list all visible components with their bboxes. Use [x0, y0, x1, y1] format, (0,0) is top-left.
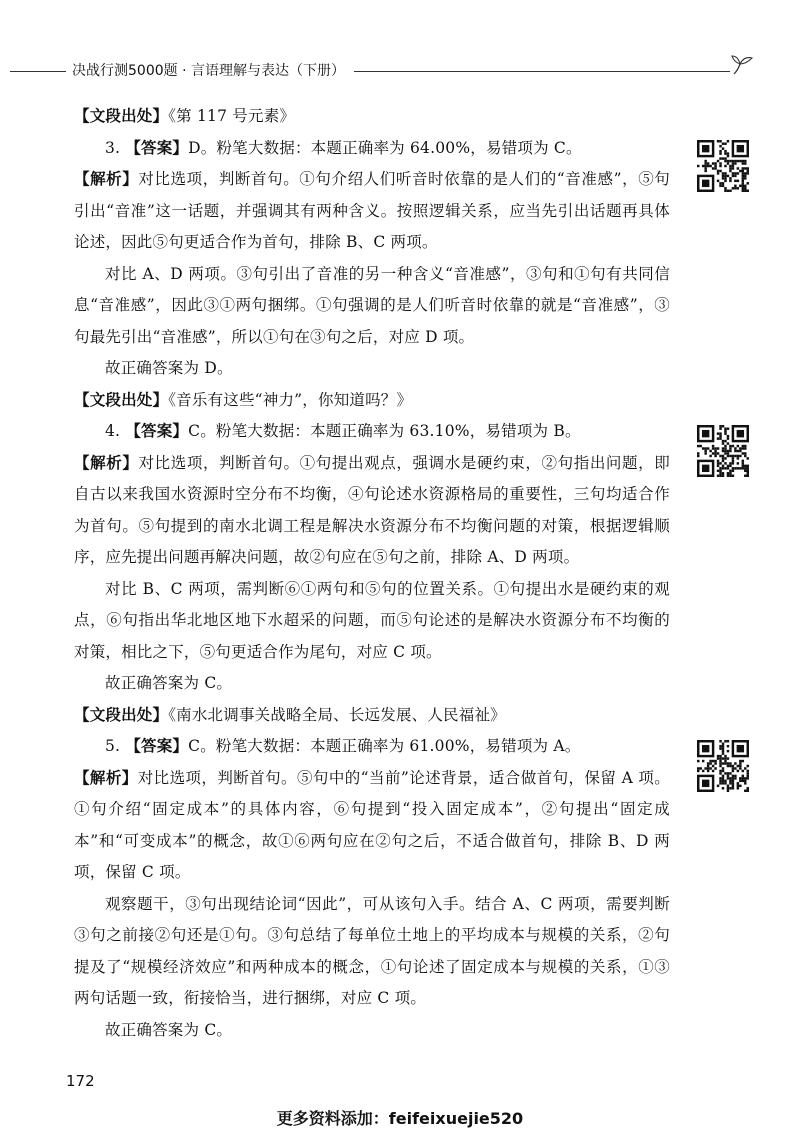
- paragraph: [74, 385, 670, 417]
- header-title: 决战行测5000题 · 言语理解与表达（下册）: [72, 63, 345, 79]
- paragraph-text: 对比选项，判断首句。①句提出观点，强调水是硬约束，②句指出问题，即自古以来我国水资源时空分布不均衡，④句论述水资源格局的重要性，三句均适合作为首句。⑤句提到的南水北调工程是解决水资源分布不均衡问题的对策，根据逻辑顺序，应先提出问题再解决问题，故②句应在⑤句之前，排除 A、D 两项。: [74, 453, 670, 566]
- paragraph-text: 对比选项，判断首句。⑤句中的“当前”论述背景，适合做首句，保留 A 项。①句介绍“固定成本”的具体内容，⑥句提到“投入固定成本”，②句提出“固定成本”和“可变成本”的概念，故①⑥两句应在②句之后，不适合做首句，排除 B、D 两项，保留 C 项。: [74, 768, 670, 881]
- section-label: 【文段出处】: [74, 390, 169, 409]
- paragraph-text: 故正确答案为 C。: [105, 674, 233, 692]
- paragraph: [74, 448, 670, 574]
- paragraph: [74, 1015, 670, 1047]
- paragraph: [74, 133, 670, 165]
- section-label: 【答案】: [125, 737, 189, 755]
- paragraph: [74, 668, 670, 700]
- section-label: 【解析】: [74, 453, 139, 472]
- section-label: 【解析】: [74, 768, 138, 787]
- paragraph-text: 对比 B、C 两项，需判断⑥①两句和⑤句的位置关系。①句提出水是硬约束的观点，⑥句指出华北地区地下水超采的问题，而⑤句论述的是解决水资源分布不均衡的对策，相比之下，⑤句更适合作为尾句，对应 C 项。: [74, 579, 670, 661]
- paragraph: [74, 700, 670, 732]
- paragraph-text: D。粉笔大数据：本题正确率为 64.00%，易错项为 C。: [188, 138, 582, 157]
- section-label: 【文段出处】: [74, 705, 169, 724]
- sprout-icon: [730, 46, 754, 76]
- paragraph-text: 观察题干，③句出现结论词“因此”，可从该句入手。结合 A、C 两项，需要判断③句之前接②句还是①句。③句总结了每单位土地上的平均成本与规模的关系，②句提及了“规模经济效应”和两种成本的概念，①句论述了固定成本与规模的关系，①③两句话题一致，衔接恰当，进行捆绑，对应 C 项。: [74, 894, 670, 1007]
- qr-code-icon[interactable]: [697, 425, 749, 477]
- paragraph-text: 对比选项，判断首句。①句介绍人们听音时依靠的是人们的“音准感”，⑤句引出“音准”这一话题，并强调其有两种含义。按照逻辑关系，应当先引出话题再具体论述，因此⑤句更适合作为首句，排除 B、C 两项。: [74, 170, 670, 251]
- paragraph: [74, 731, 670, 763]
- paragraph: [74, 763, 670, 889]
- footer-note: 更多资料添加：feifeixuejie520: [276, 1109, 524, 1128]
- paragraph-text: 故正确答案为 D。: [105, 359, 233, 377]
- paragraph: [74, 101, 670, 133]
- section-label: 【解析】: [74, 170, 139, 188]
- page-number: 172: [66, 1072, 95, 1090]
- paragraph-text: C。粉笔大数据：本题正确率为 61.00%，易错项为 A。: [188, 737, 581, 755]
- question-number: 3.: [105, 138, 126, 157]
- header-rule-left: [10, 71, 66, 72]
- paragraph-text: 《音乐有这些“神力”，你知道吗？》: [168, 390, 413, 409]
- header-rule-right: [354, 71, 730, 72]
- paragraph-text: 故正确答案为 C。: [105, 1020, 233, 1039]
- paragraph: [74, 574, 670, 669]
- paragraph-text: 《第 117 号元素》: [168, 107, 296, 125]
- paragraph-text: 《南水北调事关战略全局、长远发展、人民福祉》: [168, 705, 506, 724]
- paragraph: [74, 889, 670, 1015]
- paragraph: [74, 259, 670, 354]
- qr-code-icon[interactable]: [697, 140, 749, 192]
- answer-explanations: [74, 101, 670, 1046]
- section-label: 【答案】: [125, 138, 189, 157]
- section-label: 【答案】: [125, 422, 189, 440]
- paragraph: [74, 353, 670, 385]
- paragraph-text: 对比 A、D 两项。③句引出了音准的另一种含义“音准感”，③句和①句有共同信息“音准感”，因此③①两句捆绑。①句强调的是人们听音时依靠的就是“音准感”，③句最先引出“音准感”，所以①句在③句之后，对应 D 项。: [74, 264, 670, 346]
- section-label: 【文段出处】: [74, 107, 169, 125]
- qr-code-icon[interactable]: [697, 740, 749, 792]
- paragraph: [74, 164, 670, 259]
- paragraph: [74, 416, 670, 448]
- question-number: 4.: [105, 422, 126, 440]
- qr-code-graphic: [697, 140, 749, 192]
- question-number: 5.: [105, 737, 126, 755]
- paragraph-text: C。粉笔大数据：本题正确率为 63.10%，易错项为 B。: [188, 422, 581, 440]
- qr-code-graphic: [697, 425, 749, 477]
- qr-code-graphic: [697, 740, 749, 792]
- running-header: [0, 58, 800, 88]
